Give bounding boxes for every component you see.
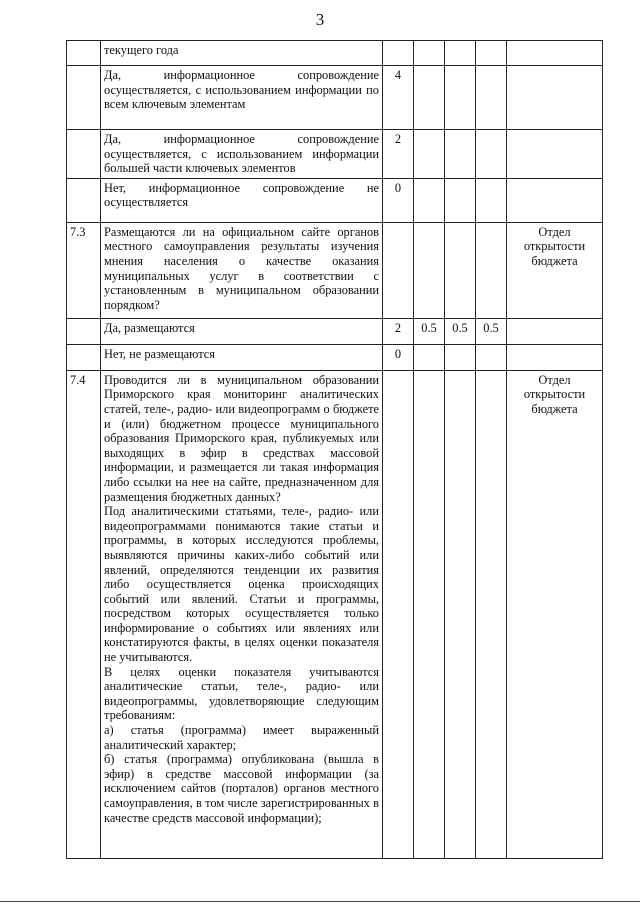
- weight-cell-1: 0.5: [414, 318, 445, 344]
- responsible-unit: [507, 130, 603, 179]
- table-row: [67, 41, 603, 66]
- item-number: [67, 344, 101, 370]
- criterion-paragraph: В целях оценки показателя учитываются аналитические статьи, теле-, радио- или видеопрограммы, удовлетворяющие следующим требованиям:: [104, 664, 379, 723]
- score-cell: 4: [383, 66, 414, 130]
- weight-cell-2: [445, 66, 476, 130]
- item-number: [67, 178, 101, 222]
- responsible-unit: Отдел открытости бюджета: [507, 222, 603, 318]
- responsible-unit: [507, 178, 603, 222]
- weight-cell-2: [445, 178, 476, 222]
- score-cell: [383, 222, 414, 318]
- weight-cell-2: [445, 222, 476, 318]
- score-cell: 0: [383, 178, 414, 222]
- weight-cell-2: [445, 41, 476, 66]
- weight-cell-3: [476, 370, 507, 858]
- weight-cell-3: [476, 178, 507, 222]
- weight-cell-2: [445, 344, 476, 370]
- table-row: [67, 66, 603, 130]
- page-number: 3: [315, 10, 325, 29]
- score-cell: [383, 370, 414, 858]
- responsible-unit: [507, 66, 603, 130]
- responsible-unit: [507, 318, 603, 344]
- weight-cell-3: [476, 41, 507, 66]
- weight-cell-1: [414, 41, 445, 66]
- score-cell: 2: [383, 130, 414, 179]
- bottom-edge-line: [0, 901, 640, 902]
- weight-cell-3: [476, 66, 507, 130]
- table-row: [67, 130, 603, 179]
- score-cell: 2: [383, 318, 414, 344]
- criterion-paragraph: а) статья (программа) имеет выраженный аналитический характер;: [104, 723, 379, 752]
- criterion-text: Размещаются ли на официальном сайте органов местного самоуправления результаты изучения мнения населения о качестве оказания муниципальных услуг в соответствии с установленным в муниципальном образовании порядком?: [101, 222, 383, 318]
- weight-cell-3: 0.5: [476, 318, 507, 344]
- criterion-text: текущего года: [101, 41, 383, 66]
- criterion-text: Да, размещаются: [101, 318, 383, 344]
- criterion-paragraph: Под аналитическими статьями, теле-, радио- или видеопрограммами понимаются такие статьи и программы, в которых исследуются проблемы, выявляются причины каких-либо событий или явлений, определяются тенденции их развития либо осуществляется оценка происходящих событий или явлений. Статьи и программы, посредством которых осуществляется только информирование о событиях или явлениях или констатируются факты, в целях оценки показателя не учитываются.: [104, 504, 379, 665]
- criterion-text: Да, информационное сопровождение осуществляется, с использованием информации по всем ключевым элементам: [101, 66, 383, 130]
- weight-cell-2: [445, 130, 476, 179]
- criterion-text: Нет, не размещаются: [101, 344, 383, 370]
- weight-cell-1: [414, 370, 445, 858]
- criterion-paragraph: б) статья (программа) опубликована (вышла в эфир) в средстве массовой информации (за исключением сайтов (порталов) органов местного самоуправления, в том числе зарегистрированных в качестве средств массовой информации);: [104, 752, 379, 825]
- responsible-unit: Отдел открытости бюджета: [507, 370, 603, 858]
- weight-cell-1: [414, 344, 445, 370]
- weight-cell-3: [476, 222, 507, 318]
- criterion-text: Нет, информационное сопровождение не осуществляется: [101, 178, 383, 222]
- table-row: [67, 370, 603, 858]
- item-number: 7.4: [67, 370, 101, 858]
- criterion-paragraph: Проводится ли в муниципальном образовании Приморского края мониторинг аналитических статей, теле-, радио- или видеопрограмм о бюджете и (или) бюджетном процессе муниципального образования Приморского края, публикуемых или выходящих в эфир в средствах массовой информации, и размещается ли такая информация либо ссылки на нее на сайте, предназначенном для размещения бюджетных данных?: [104, 372, 379, 504]
- table-row: [67, 178, 603, 222]
- table-row: [67, 222, 603, 318]
- weight-cell-1: [414, 178, 445, 222]
- item-number: [67, 41, 101, 66]
- weight-cell-3: [476, 344, 507, 370]
- item-number: [67, 130, 101, 179]
- criteria-table: [66, 40, 603, 859]
- weight-cell-2: [445, 370, 476, 858]
- table-row: [67, 318, 603, 344]
- weight-cell-3: [476, 130, 507, 179]
- responsible-unit: [507, 41, 603, 66]
- score-cell: 0: [383, 344, 414, 370]
- criterion-text: Да, информационное сопровождение осуществляется, с использованием информации большей части ключевых элементов: [101, 130, 383, 179]
- weight-cell-1: [414, 66, 445, 130]
- weight-cell-1: [414, 222, 445, 318]
- item-number: 7.3: [67, 222, 101, 318]
- weight-cell-2: 0.5: [445, 318, 476, 344]
- item-number: [67, 66, 101, 130]
- criterion-text: [101, 370, 383, 858]
- weight-cell-1: [414, 130, 445, 179]
- item-number: [67, 318, 101, 344]
- score-cell: [383, 41, 414, 66]
- table-row: [67, 344, 603, 370]
- responsible-unit: [507, 344, 603, 370]
